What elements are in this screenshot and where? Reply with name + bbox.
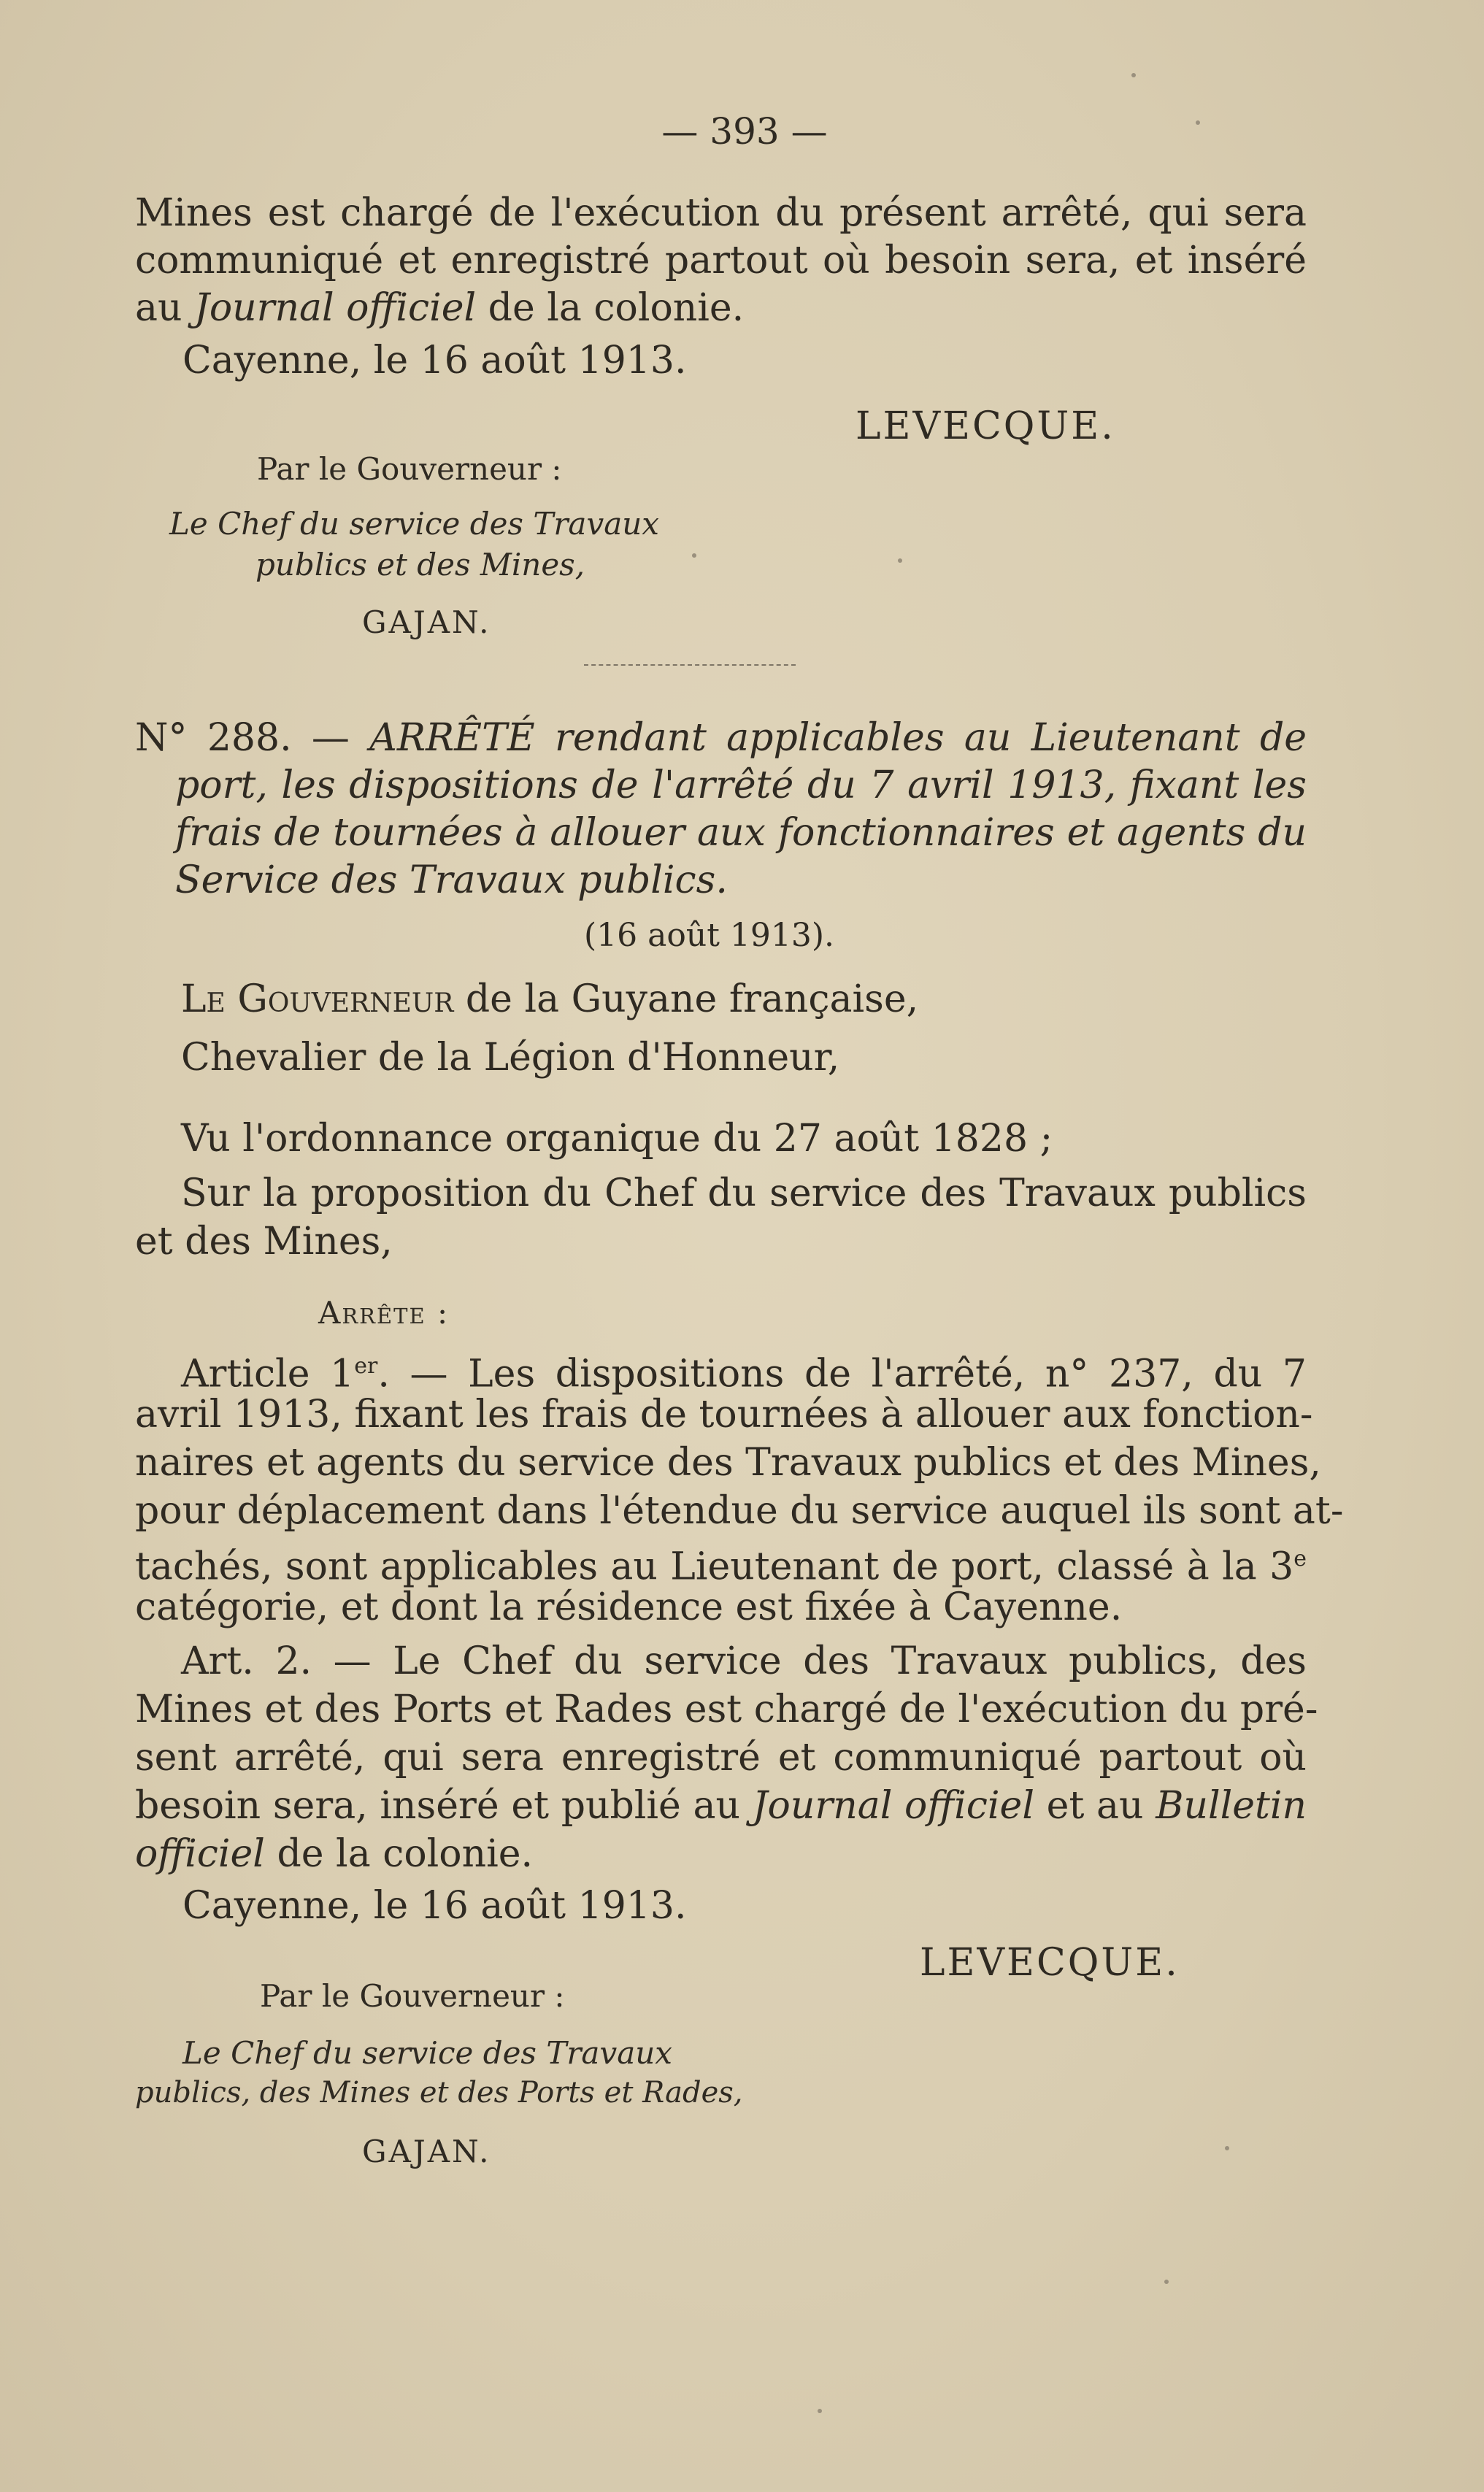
signature: LEVECQUE. [856,404,1115,448]
paper-speck [1131,73,1136,77]
par-le-gouverneur: Par le Gouverneur : [257,451,562,487]
chef-title-line: publics et des Mines, [255,547,585,582]
chef-title-line: Le Chef du service des Travaux [182,2035,672,2071]
chevalier-line: Chevalier de la Légion d'Honneur, [181,1036,840,1080]
heading-line: frais de tournées à allouer aux fonctionnaires et agents du [175,811,1307,855]
page-number: — 393 — [661,110,828,153]
arrete-number: N° 288. [135,716,292,760]
paragraph-line: communiqué et enregistré partout où besoin sera, et inséré [135,239,1307,282]
article-2-line: besoin sera, inséré et publié au Journal officiel et au Bulletin [135,1784,1307,1828]
par-le-gouverneur: Par le Gouverneur : [260,1978,565,2014]
article-1-line: catégorie, et dont la résidence est fixée à Cayenne. [135,1585,1123,1629]
paper-speck [1225,2146,1229,2150]
paper-speck [692,553,696,558]
heading-line: port, les dispositions de l'arrêté du 7 avril 1913, fixant les [175,764,1307,807]
article-2-line: officiel de la colonie. [135,1832,534,1876]
arrete-label: Arrête : [318,1295,450,1331]
article-1-line: pour déplacement dans l'étendue du service auquel ils sont at- [135,1489,1344,1533]
article-2-line: Mines et des Ports et Rades est chargé de l'exécution du pré- [135,1688,1318,1731]
countersignature: GAJAN. [362,604,491,640]
separator-rule [584,664,796,666]
paper-speck [818,2409,822,2413]
date-line: Cayenne, le 16 août 1913. [182,339,687,382]
chef-title-line: Le Chef du service des Travaux [169,506,659,542]
paragraph-line: Mines est chargé de l'exécution du présent arrêté, qui sera [135,191,1307,235]
heading-line: Service des Travaux publics. [175,858,728,902]
article-1-line: tachés, sont applicables au Lieutenant de port, classé à la 3e [135,1545,1307,1589]
paper-speck [898,558,902,563]
heading-line: N° 288. — ARRÊTÉ rendant applicables au Lieutenant de [135,716,1307,760]
vu-line: Vu l'ordonnance organique du 27 août 1828 ; [181,1117,1053,1161]
signature: LEVECQUE. [920,1941,1180,1985]
article-1-line: avril 1913, fixant les frais de tournées à allouer aux fonction- [135,1393,1313,1437]
chef-title-line: publics, des Mines et des Ports et Rades, [135,2076,743,2110]
paper-speck [1164,2280,1169,2284]
journal-title: Journal officiel [194,286,477,330]
paragraph-line: et des Mines, [135,1220,393,1264]
article-2-line: sent arrêté, qui sera enregistré et communiqué partout où [135,1736,1307,1780]
gouverneur-line: Le Gouverneur de la Guyane française, [181,977,919,1021]
article-1-line: naires et agents du service des Travaux publics et des Mines, [135,1441,1321,1485]
article-2-line: Art. 2. — Le Chef du service des Travaux publics, des [181,1639,1307,1683]
article-1-line: Article 1er. — Les dispositions de l'arrêté, n° 237, du 7 [181,1352,1307,1396]
date-line: Cayenne, le 16 août 1913. [182,1884,687,1928]
countersignature: GAJAN. [362,2134,491,2169]
paragraph-line: Sur la proposition du Chef du service des Travaux publics [181,1172,1307,1215]
paper-speck [1196,120,1200,125]
heading-date: (16 août 1913). [584,917,834,954]
paragraph-line: au Journal officiel de la colonie. [135,286,745,330]
